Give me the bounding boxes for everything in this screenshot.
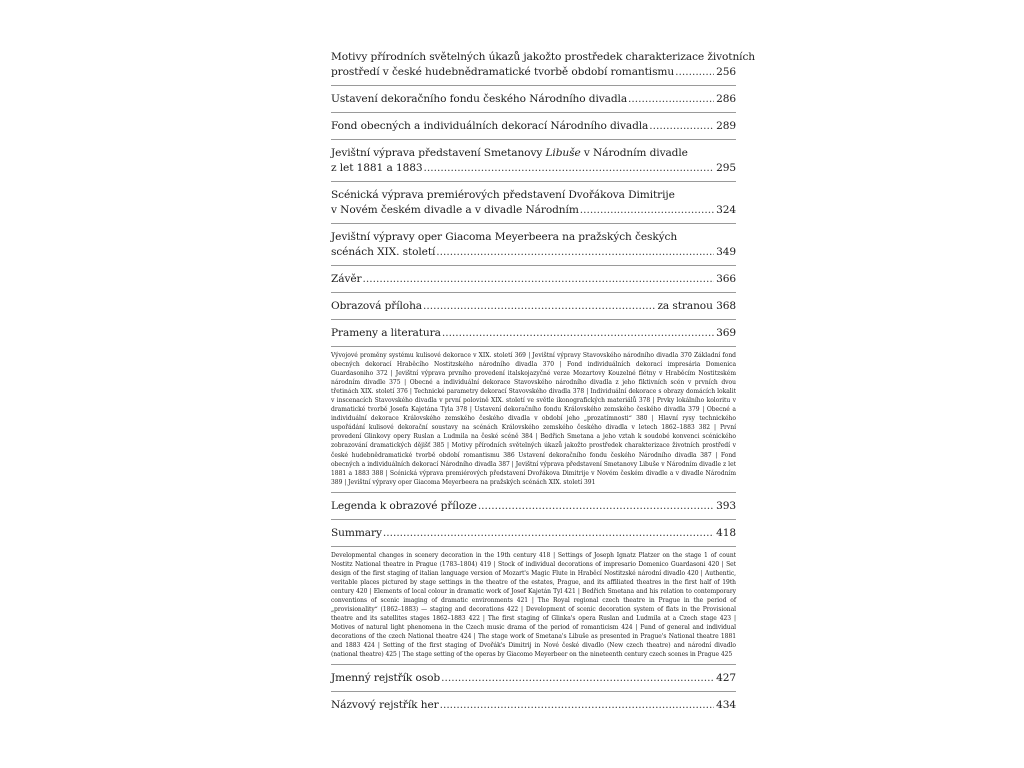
toc-page (331, 50, 756, 713)
toc-entry[interactable] (331, 272, 736, 287)
toc-entry-title: Obrazová příloha (331, 300, 423, 312)
divider (331, 223, 736, 224)
divider (331, 112, 736, 113)
toc-page-number: 369 (716, 327, 736, 339)
toc-page-number: 289 (716, 120, 736, 132)
leader-dots (478, 499, 714, 514)
leader-dots (441, 671, 714, 686)
toc-entry-title: Prameny a literatura (331, 327, 441, 339)
divider (331, 519, 736, 520)
leader-dots (424, 161, 715, 176)
toc-entry-title: Scénická výprava premiérových představení Dvořákova Dimitrije (331, 189, 675, 201)
divider (331, 85, 736, 86)
toc-entry-title: Motivy přírodních světelných úkazů jakožto prostředek charakterizace životních (331, 51, 756, 63)
toc-page-number: 256 (716, 66, 736, 78)
divider (331, 319, 736, 320)
toc-page-number: 418 (716, 526, 736, 539)
toc-entry[interactable] (331, 671, 736, 686)
toc-page-number: 427 (716, 672, 736, 685)
toc-entry[interactable] (331, 92, 736, 107)
toc-entry-title: Legenda k obrazové příloze (331, 499, 477, 512)
toc-entry-title: Jmenný rejstřík osob (331, 672, 441, 685)
toc-entry-title: Závěr (331, 273, 362, 285)
toc-page-number: 295 (716, 162, 736, 174)
divider (331, 265, 736, 266)
divider (331, 292, 736, 293)
leader-dots (440, 698, 715, 713)
toc-entry[interactable] (331, 50, 756, 80)
czech-subsections: Vývojové proměny systému kulisové dekorace v XIX. století 369 | Jevištní výpravy Stavovského národního divadla 370 Základní fond obecných dekorací Hraběcího Nostitzského národního divadla 370 | Fond individuálních dekorací impresária Domenica Guardasoniho 372 | Jevištní výprava prvního provedení italskojazyčné verze Mozartovy Kouzelné flétny v Hraběcím Nostitzském národním divadle 375 | Obecné a individuální dekorace Stavovského národního divadla z jeho fiktivních scén v prvních dvou třetinách XIX. století 376 | Technické parametry dekorací Stavovského divadla 378 | Individuální dekorace s obrazy domácích lokalit v inscenacích Stavovského divadla v první polovině XIX. století ve světle ikonografických materiálů 378 | Prvky lokálního koloritu v dramatické tvorbě Josefa Kajetána Tyla 378 | Ustavení dekoračního fondu Královského zemského českého divadla 379 | Obecné a individuální dekorace Královského zemského českého divadla v období jeho „prozatímnosti“ 380 | Hlavní rysy technického uspořádání kulisové dekorační soustavy na scénách Královského zemského českého divadla v letech 1862–1883 382 | První provedení Glinkovy opery Ruslan a Ludmila na české scéně 384 | Bedřich Smetana a jeho vztah k soudobé konvenci scénického zobrazování dramatických dějišť 385 | Motivy přírodních světelných úkazů jakožto prostředek charakterizace životních prostředí v české hudebnědramatické tvorbě období romantismu 386 Ustavení dekoračního fondu českého Národního divadla 387 | Fond obecných a individuálních dekorací Národního divadla 387 | Jevištní výprava představení Smetanovy Libuše v Národním divadle z let 1881 a 1883 388 | Scénická výprava premiérových představení Dvořákova Dimitrije v Novém českém divadle a v divadle Národním 389 | Jevištní výpravy oper Giacoma Meyerbeera na pražských scénách XIX. století 391 (331, 352, 736, 486)
toc-page-number: 393 (716, 499, 736, 512)
divider (331, 492, 736, 493)
divider (331, 546, 736, 547)
toc-entry-title: Summary (331, 526, 382, 539)
toc-entry-title: Názvový rejstřík her (331, 699, 439, 712)
toc-entry[interactable] (331, 230, 736, 260)
divider (331, 664, 736, 665)
toc-entry-title: Jevištní výprava představení Smetanovy Libuše v Národním divadle (331, 147, 688, 159)
toc-entry-title: Fond obecných a individuálních dekorací Národního divadla (331, 120, 649, 132)
toc-page-number: 434 (716, 699, 736, 712)
toc-entry-title: prostředí v české hudebnědramatické tvorbě období romantismu (331, 66, 675, 78)
leader-dots (423, 299, 655, 314)
leader-dots (363, 272, 715, 287)
toc-entry[interactable] (331, 119, 736, 134)
leader-dots (649, 119, 714, 134)
toc-entry[interactable] (331, 326, 736, 341)
toc-entry-title: z let 1881 a 1883 (331, 162, 423, 174)
toc-entry-title: Ustavení dekoračního fondu českého Národního divadla (331, 93, 628, 105)
title-italic: Libuše (545, 147, 581, 159)
toc-entry[interactable] (331, 526, 736, 541)
divider (331, 691, 736, 692)
english-subsections: Developmental changes in scenery decoration in the 19th century 418 | Settings of Joseph Ignatz Platzer on the stage 1 of count Nostitz National theatre in Prague (1783–1804) 419 | Stock of individual decorations of impresario Domenico Guardasoni 420 | Set design of the first staging of italian language version of Mozart's Magic Flute in Hraběcí Nostitzské národní divadlo 420 | Authentic, veritable places pictured by stage settings in the theatre of the estates, Prague, and its affiliated theatres in the first half of 19th century 420 | Elements of local colour in dramatic work of Josef Kajetán Tyl 421 | Bedřich Smetana and his relation to contemporary conventions of scenic imaging of dramatic environments 421 | The Royal regional czech theatre in Prague in the period of „provisionality“ (1862–1883) — staging and decorations 422 | Development of scenic decoration system of flats in the Provisional theatre and its satellites stages 1862–1883 422 | The first staging of Glinka's opera Ruslan and Ludmila at a Czech stage 423 | Motives of natural light phenomena in the Czech music drama of the period of romanticism 424 | Fund of general and individual decorations of the czech National theatre 424 | The stage work of Smetana's Libuše as presented in Prague's National theatre 1881 and 1883 424 | Setting of the first staging of Dvořák's Dimitrij in Nové české divadlo (New czech theatre) and národní divadlo (national theatre) 425 | The stage setting of the operas by Giacomo Meyerbeer on the nineteenth century czech scenes in Prague 425 (331, 551, 736, 659)
divider (331, 346, 736, 347)
toc-entry[interactable] (331, 698, 736, 713)
leader-dots (628, 92, 714, 107)
toc-entry-title: scénách XIX. století (331, 246, 436, 258)
divider (331, 139, 736, 140)
toc-entry[interactable] (331, 146, 736, 176)
toc-page-number: 324 (716, 204, 736, 216)
leader-dots (580, 203, 714, 218)
toc-entry[interactable] (331, 499, 736, 514)
toc-page-number: za stranou 368 (657, 300, 736, 312)
leader-dots (675, 65, 714, 80)
leader-dots (383, 526, 714, 541)
toc-page-number: 286 (716, 93, 736, 105)
toc-page-number: 366 (716, 273, 736, 285)
toc-entry-title: v Novém českém divadle a v divadle Národním (331, 204, 579, 216)
leader-dots (442, 326, 714, 341)
toc-entry-title: Jevištní výpravy oper Giacoma Meyerbeera na pražských českých (331, 231, 678, 243)
divider (331, 181, 736, 182)
toc-page-number: 349 (716, 246, 736, 258)
toc-entry[interactable] (331, 188, 736, 218)
toc-entry[interactable] (331, 299, 736, 314)
leader-dots (436, 245, 714, 260)
